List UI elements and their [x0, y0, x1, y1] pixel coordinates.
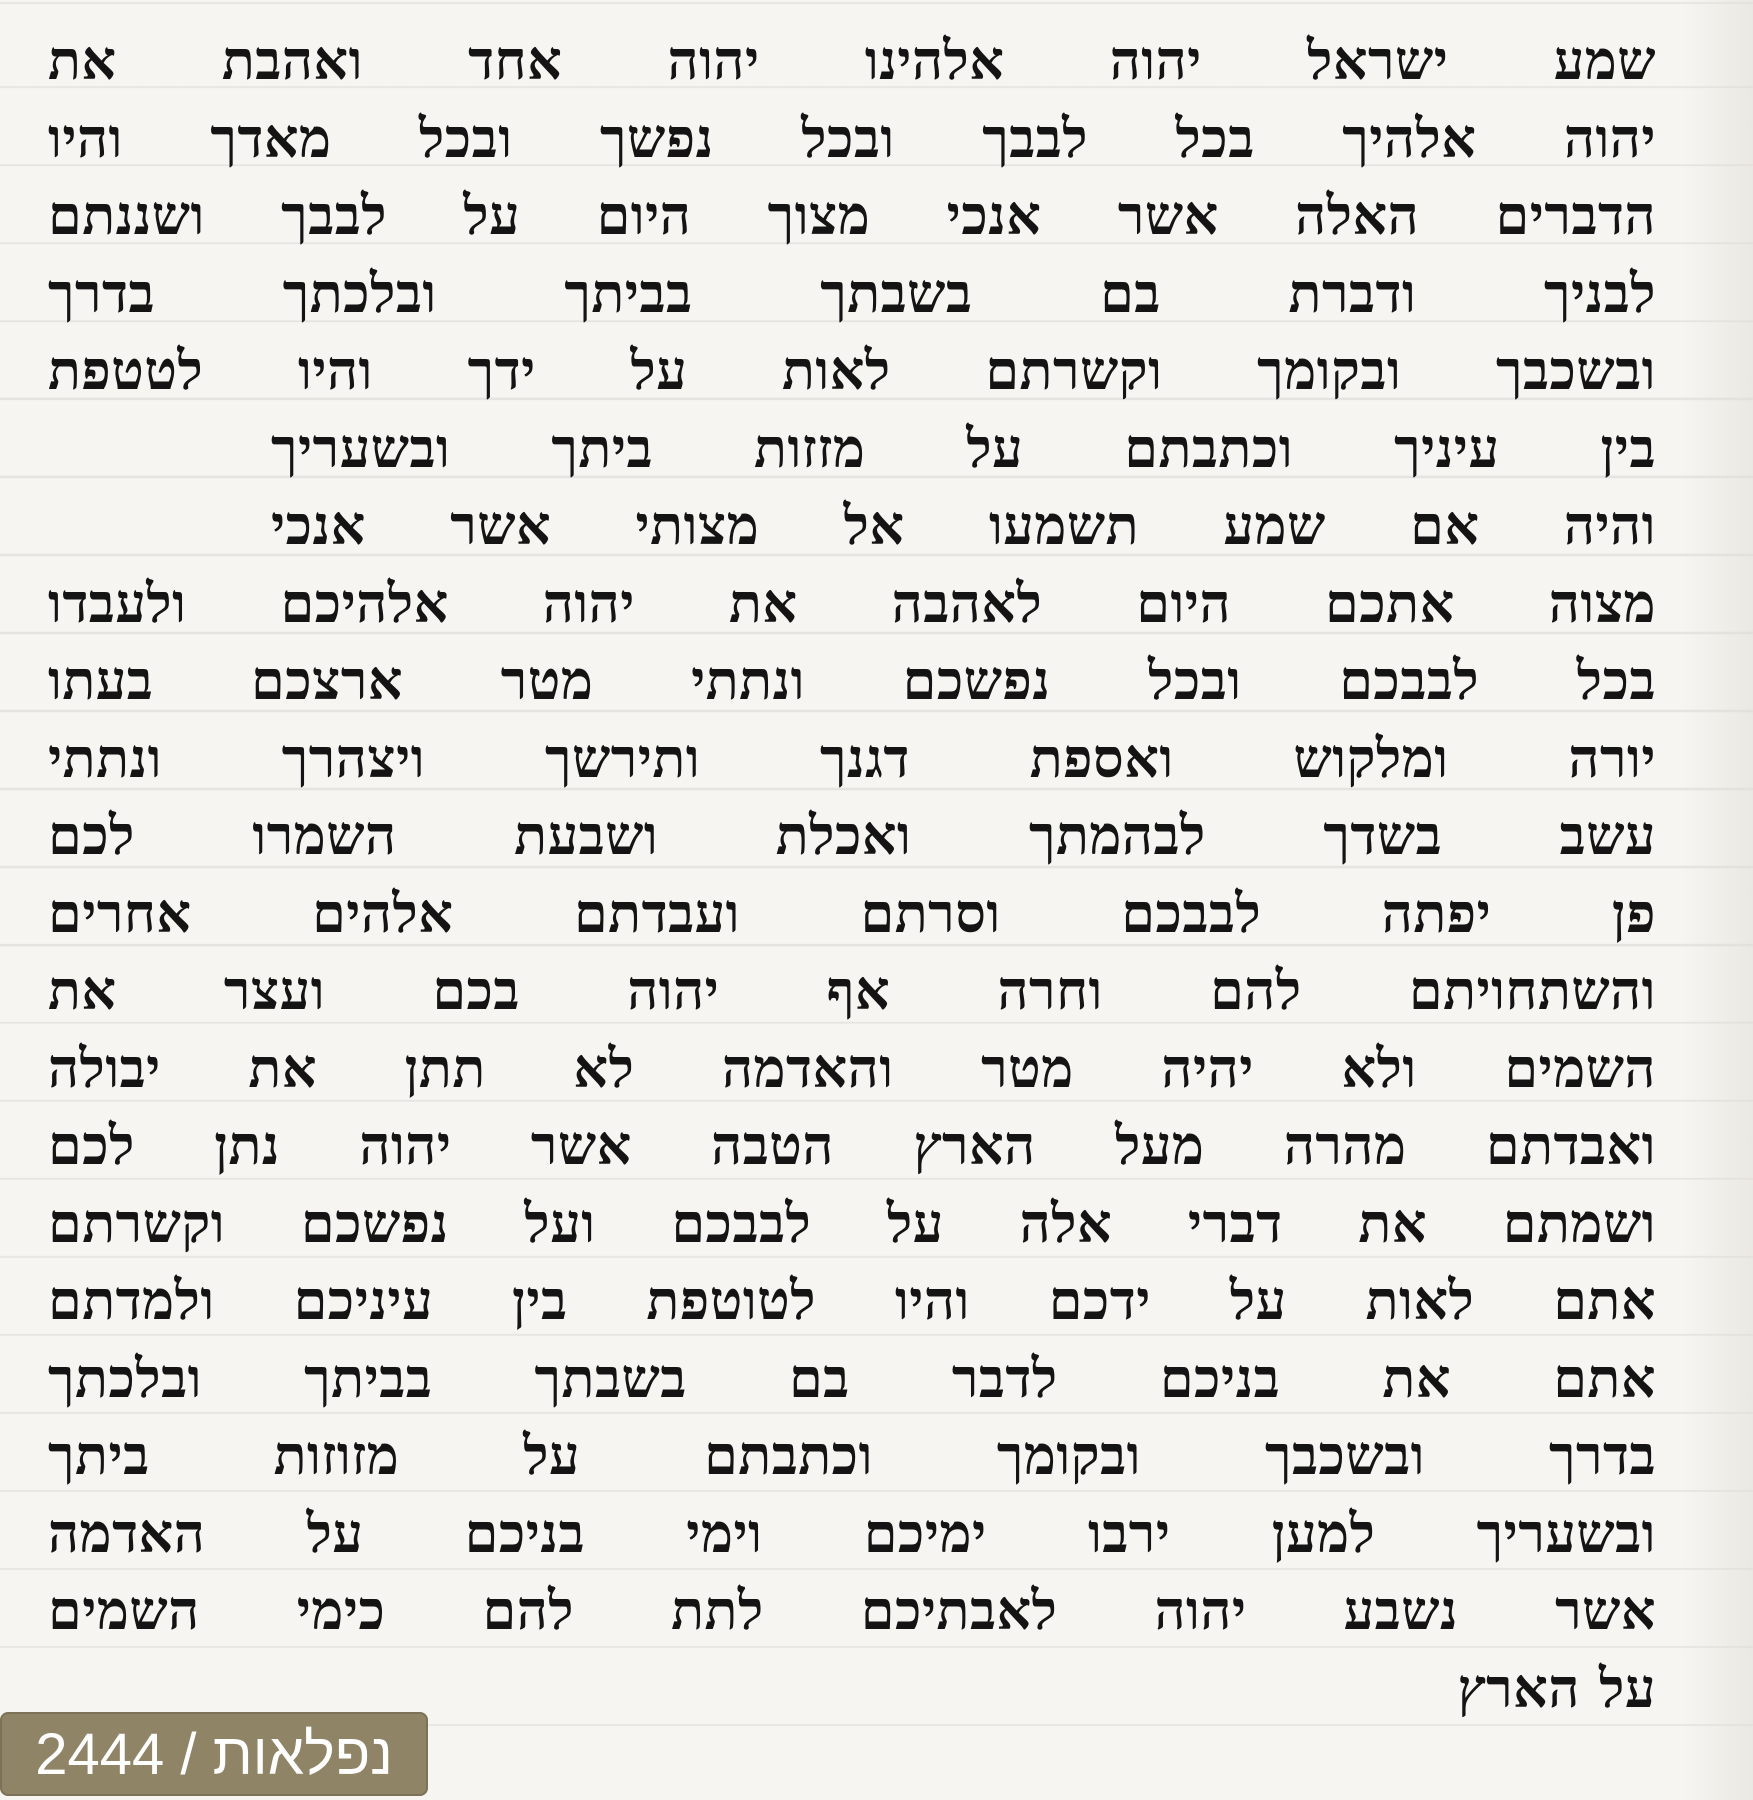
scroll-line-8: מצוה אתכם היום לאהבה את יהוה אלהיכם ולעבדו — [48, 570, 1656, 635]
scroll-line-13: והשתחויתם להם וחרה אף יהוה בכם ועצר את — [48, 958, 1656, 1022]
scroll-line-17: אתם לאות על ידכם והיו לטוטפת בין עיניכם ולמדתם — [48, 1268, 1656, 1332]
scroll-line-10: יורה ומלקוש ואספת דגנך ותירשך ויצהרך ונתתי — [48, 725, 1656, 790]
scroll-line-7: והיה אם שמע תשמעו אל מצותי אשר אנכי — [271, 493, 1656, 557]
scroll-line-2: יהוה אלהיך בכל לבבך ובכל נפשך ובכל מאדך והיו — [48, 105, 1656, 170]
mezuzah-scroll-text — [48, 22, 1656, 1727]
scroll-line-12: פן יפתה לבבכם וסרתם ועבדתם אלהים אחרים — [48, 880, 1656, 945]
page-edge-shadow — [1683, 0, 1753, 1800]
scroll-line-5: ובשכבך ובקומך וקשרתם לאות על ידך והיו לטטפת — [48, 338, 1656, 402]
scroll-line-20: ובשעריך למען ירבו ימיכם וימי בניכם על האדמה — [48, 1500, 1656, 1565]
scroll-line-1: שמע ישראל יהוה אלהינו יהוה אחד ואהבת את — [48, 28, 1656, 92]
scroll-line-11: עשב בשדך לבהמתך ואכלת ושבעת השמרו לכם — [48, 803, 1656, 867]
scroll-line-15: ואבדתם מהרה מעל הארץ הטבה אשר יהוה נתן לכם — [48, 1113, 1656, 1177]
scroll-line-9: בכל לבבכם ובכל נפשכם ונתתי מטר ארצכם בעתו — [48, 648, 1656, 712]
scroll-line-19: בדרך ובשכבך ובקומך וכתבתם על מזוזות ביתך — [48, 1423, 1656, 1487]
scroll-line-3: הדברים האלה אשר אנכי מצוך היום על לבבך ושננתם — [48, 183, 1656, 247]
scroll-line-6: בין עיניך וכתבתם על מזזות ביתך ובשעריך — [271, 415, 1656, 480]
scroll-line-4: לבניך ודברת בם בשבתך בביתך ובלכתך בדרך — [48, 260, 1656, 325]
scroll-line-16: ושמתם את דברי אלה על לבבכם ועל נפשכם וקשרתם — [48, 1190, 1656, 1255]
scroll-line-21: אשר נשבע יהוה לאבתיכם לתת להם כימי השמים — [48, 1578, 1656, 1642]
scroll-line-14: השמים ולא יהיה מטר והאדמה לא תתן את יבולה — [48, 1035, 1656, 1100]
catalog-number-badge: נפלאות / 2444 — [0, 1712, 428, 1796]
scroll-line-18: אתם את בניכם לדבר בם בשבתך בביתך ובלכתך — [48, 1345, 1656, 1410]
scroll-line-22: על הארץ — [1457, 1655, 1656, 1720]
